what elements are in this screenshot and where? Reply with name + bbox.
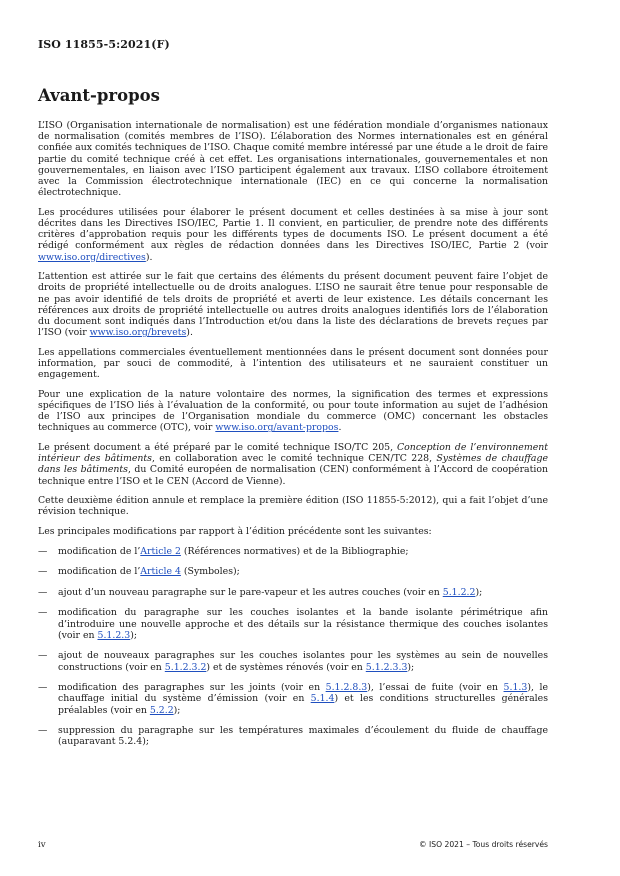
list-item <box>38 650 548 672</box>
reference-link[interactable]: 5.1.2.3.3 <box>365 661 408 673</box>
text-segment: (Références normatives) et de la Bibliographie; <box>180 545 409 557</box>
list-item-text <box>58 682 548 715</box>
text-segment: , en collaboration avec le comité technique CEN/TC 228, <box>151 453 437 465</box>
foreword-body <box>38 120 548 757</box>
text-segment: ), le chauffage initial du système d’émission (voir en <box>58 682 548 705</box>
text-segment: , du Comité européen de normalisation (CEN) conformément à l’Accord de coopération technique entre l’ISO et le CEN (Accord de Vienne). <box>38 464 549 487</box>
text-segment: Les principales modifications par rapport à l’édition précédente sont les suivantes: <box>38 526 432 538</box>
text-segment: ); <box>130 629 137 641</box>
reference-link[interactable]: 5.1.2.3.2 <box>164 661 207 673</box>
text-segment: L’ISO (Organisation internationale de normalisation) est une fédération mondiale d’organismes nationaux de normalisation (comités membres de l’ISO). L’élaboration des Normes internationales est en général confiée aux comités techniques de l’ISO. Chaque comité membre intéressé par une étude a le droit de faire partie du comité technique créé à cet effet. Les organisations internationales, gouvernementales et non gouvernementales, en liaison avec l’ISO participent également aux travaux. L’ISO collabore étroitement avec la Commission électrotechnique internationale (IEC) en ce qui concerne la normalisation électrotechnique. <box>38 120 548 199</box>
italic-title-text: Systèmes de chauffage dans les bâtiments <box>38 453 549 476</box>
list-dash: — <box>38 545 48 557</box>
text-segment: modification de l’ <box>58 545 141 557</box>
paragraph <box>38 389 548 434</box>
text-segment: Cette deuxième édition annule et remplace la première édition (ISO 11855-5:2012), qui a fait l’objet d’une révision technique. <box>38 495 548 518</box>
italic-title-text: Conception de l’environnement intérieur des bâtiments <box>38 442 548 465</box>
text-segment: . <box>338 422 342 434</box>
text-segment: ) et les conditions structurelles générales préalables (voir en <box>58 693 548 716</box>
paragraph <box>38 347 548 381</box>
list-dash: — <box>38 650 48 662</box>
list-item <box>38 587 548 598</box>
text-segment: modification de l’ <box>58 566 141 578</box>
reference-link[interactable]: 5.1.2.8.3 <box>325 682 368 694</box>
list-item-text <box>58 566 240 577</box>
text-segment: Les procédures utilisées pour élaborer le présent document et celles destinées à sa mise à jour sont décrites dans les Directives ISO/IEC, Partie 1. Il convient, en particulier, de prendre note des différents critères d’approbation requis pour les différents types de documents ISO. Le présent document a été rédigé conformément aux règles de rédaction données dans les Directives ISO/IEC, Partie 2 (voir <box>38 206 548 252</box>
text-segment: ) et de systèmes rénovés (voir en <box>206 661 366 673</box>
section-title: Avant-propos <box>38 86 160 105</box>
text-segment: ). <box>186 327 193 339</box>
text-segment: ). <box>145 251 153 263</box>
text-segment: ajout de nouveaux paragraphes sur les couches isolantes pour les systèmes au sein de nouvelles constructions (voir en <box>58 650 548 673</box>
text-segment: Pour une explication de la nature volontaire des normes, la signification des termes et expressions spécifiques de l’ISO liés à l’évaluation de la conformité, ou pour toute information au sujet de l’adhésion de l’ISO aux principes de l’Organisation mondiale du commerce (OMC) concernant les obstacles techniques au commerce (OTC), voir <box>38 388 548 434</box>
page-number: iv <box>38 840 46 850</box>
list-dash: — <box>38 566 48 578</box>
list-item <box>38 607 548 641</box>
list-item <box>38 546 548 557</box>
text-segment: ); <box>475 586 483 598</box>
paragraph <box>38 442 548 487</box>
foreword-paragraphs <box>38 120 548 537</box>
document-id-header: ISO 11855-5:2021(F) <box>38 38 170 51</box>
paragraph <box>38 120 548 198</box>
list-dash: — <box>38 586 48 598</box>
list-item-text <box>58 587 482 598</box>
paragraph <box>38 526 548 537</box>
list-item <box>38 725 548 747</box>
text-segment: (Symboles); <box>180 566 240 578</box>
text-segment: modification du paragraphe sur les couches isolantes et la bande isolante périmétrique afin d’introduire une nouvelle approche et des détails sur la résistance thermique des couches isolantes (voir en <box>58 607 548 641</box>
text-segment: ajout d’un nouveau paragraphe sur le pare-vapeur et les autres couches (voir en <box>58 586 443 598</box>
list-item-text <box>58 546 409 557</box>
reference-link[interactable]: 5.1.2.3 <box>97 629 131 641</box>
list-item-text <box>58 725 548 747</box>
list-item <box>38 682 548 716</box>
text-segment: ), l’essai de fuite (voir en <box>367 682 504 694</box>
reference-link[interactable]: 5.1.4 <box>310 693 335 705</box>
text-segment: ); <box>173 704 181 716</box>
reference-link[interactable]: www.iso.org/brevets <box>89 327 187 339</box>
list-dash: — <box>38 725 48 737</box>
list-item-text <box>58 650 548 672</box>
list-item <box>38 566 548 577</box>
list-item-text <box>58 607 548 640</box>
text-segment: Le présent document a été préparé par le comité technique ISO/TC 205, <box>38 442 398 454</box>
paragraph <box>38 207 548 263</box>
text-segment: suppression du paragraphe sur les températures maximales d’écoulement du fluide de chauffage (auparavant 5.2.4); <box>58 725 548 748</box>
reference-link[interactable]: Article 4 <box>140 566 181 578</box>
copyright-notice: © ISO 2021 – Tous droits réservés <box>419 840 548 849</box>
paragraph <box>38 495 548 517</box>
reference-link[interactable]: 5.2.2 <box>149 704 174 716</box>
text-segment: ); <box>407 661 415 673</box>
reference-link[interactable]: www.iso.org/avant-propos <box>215 422 339 434</box>
text-segment: Les appellations commerciales éventuellement mentionnées dans le présent document sont données pour information, par souci de commodité, à l’intention des utilisateurs et ne sauraient constituer un engagement. <box>38 346 548 381</box>
text-segment: modification des paragraphes sur les joints (voir en <box>58 682 326 694</box>
list-dash: — <box>38 607 48 619</box>
list-dash: — <box>38 682 48 694</box>
text-segment: L’attention est attirée sur le fait que certains des éléments du présent document peuvent faire l’objet de droits de propriété intellectuelle ou de droits analogues. L’ISO ne saurait être tenue pour responsable de ne pas avoir identifié de tels droits de propriété et averti de leur existence. Les détails concernant les références aux droits de propriété intellectuelle ou autres droits analogues identifiés lors de l’élaboration du document sont indiqués dans l’Introduction et/ou dans la liste des déclarations de brevets reçues par l’ISO (voir <box>38 271 548 339</box>
reference-link[interactable]: 5.1.3 <box>503 682 528 694</box>
reference-link[interactable]: www.iso.org/directives <box>38 251 146 263</box>
changes-list <box>38 546 548 748</box>
paragraph <box>38 271 548 338</box>
reference-link[interactable]: Article 2 <box>140 545 181 557</box>
reference-link[interactable]: 5.1.2.2 <box>442 586 476 598</box>
